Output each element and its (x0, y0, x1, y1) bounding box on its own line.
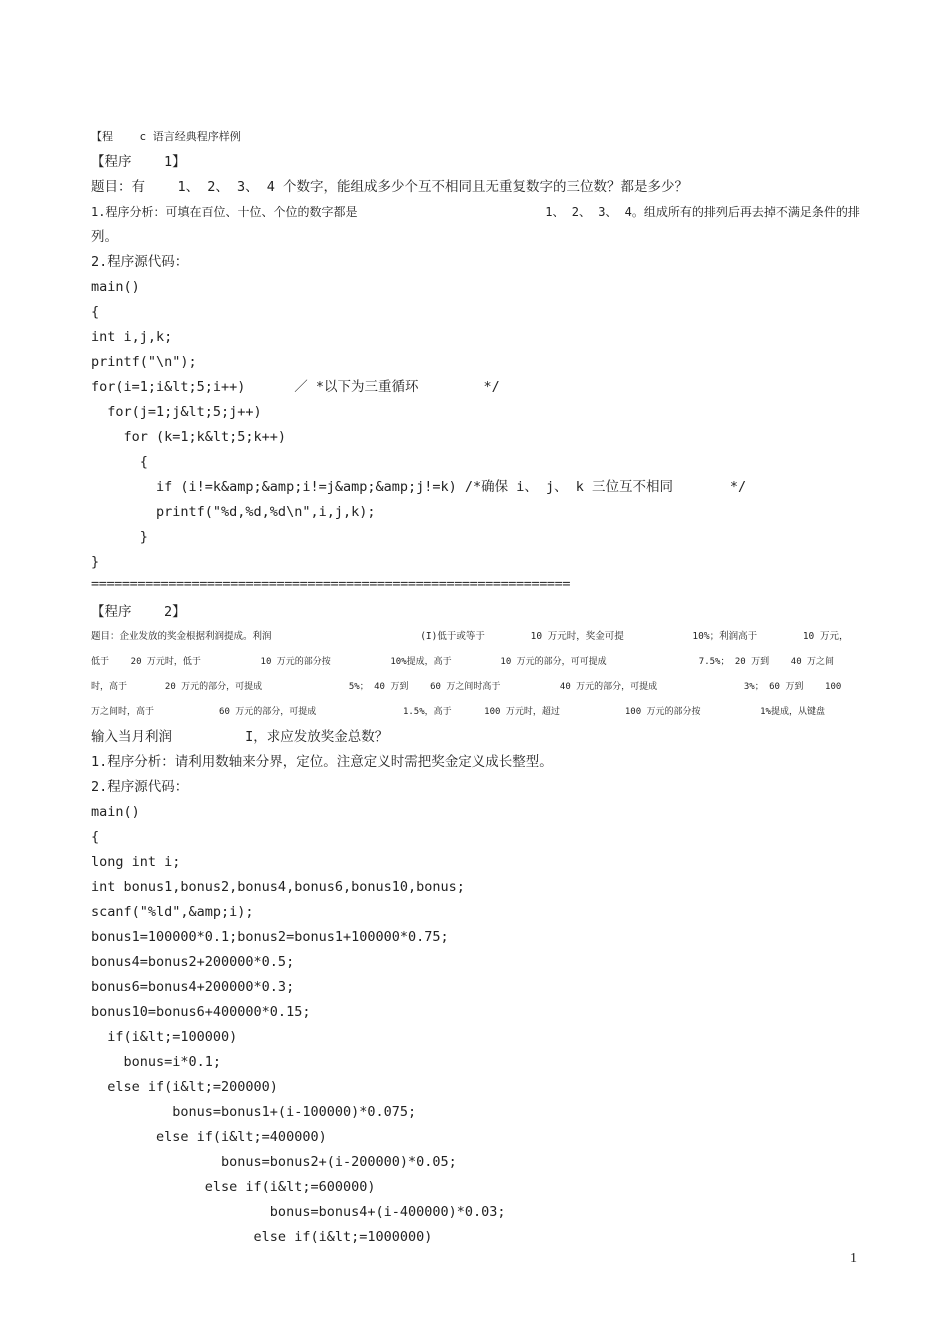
code-line: int bonus1,bonus2,bonus4,bonus6,bonus10,bonus; (91, 879, 465, 895)
code-line: else if(i&lt;=1000000) (91, 1229, 433, 1245)
code-line: } (91, 529, 148, 545)
program-2-question: 题目：企业发放的奖金根据利润提成。利润 (I)低于或等于 10 万元时，奖金可提 10%；利润高于 10 万元， (91, 631, 849, 642)
code-line: { (91, 304, 100, 320)
program-2-question: 输入当月利润 I，求应发放奖金总数？ (91, 729, 389, 745)
code-line: else if(i&lt;=400000) (91, 1129, 327, 1145)
code-line: bonus4=bonus2+200000*0.5; (91, 954, 295, 970)
code-line: for (k=1;k&lt;5;k++) (91, 429, 287, 445)
program-1-analysis: 1.程序分析：可填在百位、十位、个位的数字都是 1、 2、 3、 4。组成所有的排列后再去掉不满足条件的排 (91, 205, 860, 219)
code-line: for(i=1;i&lt;5;i++) ／ *以下为三重循环 */ (91, 379, 500, 395)
code-line: bonus=bonus4+(i-400000)*0.03; (91, 1204, 506, 1220)
doc-title: 【程 c 语言经典程序样例 (91, 130, 241, 143)
code-line: bonus10=bonus6+400000*0.15; (91, 1004, 311, 1020)
code-line: int i,j,k; (91, 329, 173, 345)
code-line: main() (91, 279, 140, 295)
program-2-question: 时，高于 20 万元的部分，可提成 5%； 40 万到 60 万之间时高于 40 万元的部分，可提成 3%； 60 万到 100 (91, 682, 842, 692)
code-line: for(j=1;j&lt;5;j++) (91, 404, 262, 420)
code-line: if(i&lt;=100000) (91, 1029, 238, 1045)
code-line: } (91, 554, 100, 570)
section-separator: ============================================================== (91, 576, 571, 592)
code-line: bonus=bonus1+(i-100000)*0.075; (91, 1104, 417, 1120)
code-line: bonus1=100000*0.1;bonus2=bonus1+100000*0.75; (91, 929, 449, 945)
program-1-heading: 【程序 1】 (91, 154, 186, 170)
code-line: else if(i&lt;=200000) (91, 1079, 278, 1095)
code-line: bonus6=bonus4+200000*0.3; (91, 979, 295, 995)
code-line: { (91, 454, 148, 470)
code-line: bonus=i*0.1; (91, 1054, 222, 1070)
code-line: else if(i&lt;=600000) (91, 1179, 376, 1195)
code-line: printf("\n"); (91, 354, 197, 370)
code-line: bonus=bonus2+(i-200000)*0.05; (91, 1154, 457, 1170)
program-2-question: 万之间时，高于 60 万元的部分，可提成 1.5%，高于 100 万元时，超过 100 万元的部分按 1%提成，从键盘 (91, 707, 825, 717)
code-line: { (91, 829, 100, 845)
program-2-heading: 【程序 2】 (91, 604, 186, 620)
program-1-analysis-cont: 列。 (91, 229, 118, 245)
code-line: scanf("%ld",&amp;i); (91, 904, 254, 920)
program-1-source-label: 2.程序源代码： (91, 254, 189, 270)
code-line: long int i; (91, 854, 181, 870)
code-line: main() (91, 804, 140, 820)
program-2-question: 低于 20 万元时，低于 10 万元的部分按 10%提成，高于 10 万元的部分，可可提成 7.5%； 20 万到 40 万之间 (91, 657, 835, 667)
page-number: 1 (850, 1251, 857, 1266)
program-1-question: 题目：有 1、 2、 3、 4 个数字，能组成多少个互不相同且无重复数字的三位数？都是多少？ (91, 179, 689, 195)
program-2-analysis: 1.程序分析：请利用数轴来分界，定位。注意定义时需把奖金定义成长整型。 (91, 754, 553, 770)
program-2-source-label: 2.程序源代码： (91, 779, 189, 795)
code-line: printf("%d,%d,%d\n",i,j,k); (91, 504, 376, 520)
code-line: if (i!=k&amp;&amp;i!=j&amp;&amp;j!=k) /*确保 i、 j、 k 三位互不相同 */ (91, 479, 747, 495)
